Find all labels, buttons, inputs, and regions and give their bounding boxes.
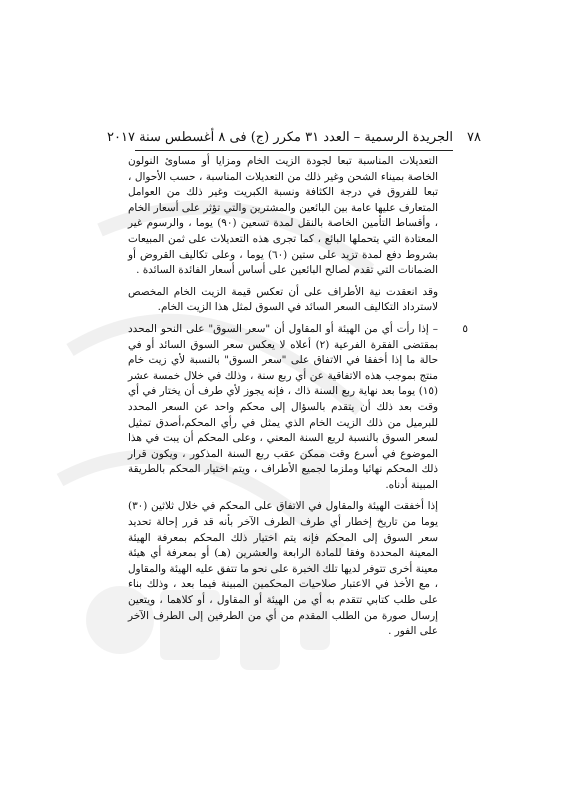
clause-item-5 — [128, 322, 468, 494]
page-header — [107, 128, 481, 151]
paragraph-adjustments: التعديلات المناسبة تبعا لجودة الزيت الخام ومزايا أو مساوئ النولون الخاصة بميناء الشحن وغير ذلك من التعديلات المناسبة ، حسب الأحوال ، تبعا للفروق في درجة الكثافة ونسبة الكبريت وغير ذلك من العوامل المتعارف عليها عامة بين البائعين والمشترين والتي تؤثر على أسعار الخام ، وأقساط التأمين الخاصة بالنقل لمدة تسعين (٩٠) يوما ، والرسوم غير المعتادة التي يتحملها البائع ، كما تجرى هذه التعديلات على ثمن المبيعات بشروط دفع لمدة تزيد على ستين (٦٠) يوما ، وعلى تكاليف القروض أو الضمانات التي تقدم لصالح البائعين على أساس أسعار الفائدة السائدة . — [128, 155, 438, 277]
document-body — [128, 154, 468, 646]
clause-number: ٥ — [462, 322, 468, 335]
page-number: ٧٨ — [467, 130, 481, 145]
header-title: الجريدة الرسمية – العدد ٣١ مكرر (ج) فى ٨ أغسطس سنة ٢٠١٧ — [107, 130, 453, 145]
paragraph-market-price: – إذا رأت أي من الهيئة أو المقاول أن "سعر السوق" على النحو المحدد بمقتضى الفقرة الفرعية (٢) أعلاه لا يعكس سعر السوق السائد أو في حالة ما إذا أخفقا في الاتفاق على "سعر السوق" بالنسبة لأي زيت خام منتج بموجب هذه الاتفاقية عن أي ربع سنة ، وذلك في خلال خمسة عشر (١٥) يوما بعد نهاية ربع السنة ذاك ، فإنه يجوز لأي طرف أن يختار في أي وقت بعد ذلك أن يتقدم بالسؤال إلى محكم واحد عن السعر المحدد للبرميل من ذلك الزيت الخام الذي يمثل في رأي المحكم،أصدق تمثيل لسعر السوق بالنسبة لربع السنة المعني ، وعلى المحكم أن يبت في هذا الموضوع في أسرع وقت ممكن عقب ربع السنة المذكور ، ويكون قرار ذلك المحكم نهائيا وملزما لجميع الأطراف ، ويتم اختيار المحكم بالطريقة المبينة أدناه. — [128, 322, 438, 491]
paragraph-arbitrator: إذا أخفقت الهيئة والمقاول في الاتفاق على المحكم في خلال ثلاثين (٣٠) يوما من تاريخ إخطار أي طرف الطرف الآخر بأنه قد قرر إحالة تحديد سعر السوق إلى المحكم فإنه يتم اختيار ذلك المحكم بمعرفة الهيئة المعينة المحددة وفقا للمادة الرابعة والعشرين (هـ) أو بمعرفة أي هيئة معينة أخرى تتوفر لديها تلك الخبرة على نحو ما تتفق عليه الهيئة والمقاول ، مع الأخذ في الاعتبار صلاحيات المحكمين المبينة فيما بعد ، وذلك بناء على طلب كتابي تتقدم به أي من الهيئة أو المقاول ، أو كلاهما ، ويتعين إرسال صورة من الطلب المقدم من أي من الطرفين إلى الطرف الآخر على الفور . — [128, 500, 438, 638]
paragraph-intent: وقد انعقدت نية الأطراف على أن تعكس قيمة الزيت الخام المخصص لاسترداد التكاليف السعر السائد في السوق لمثل هذا الزيت الخام. — [128, 285, 438, 314]
